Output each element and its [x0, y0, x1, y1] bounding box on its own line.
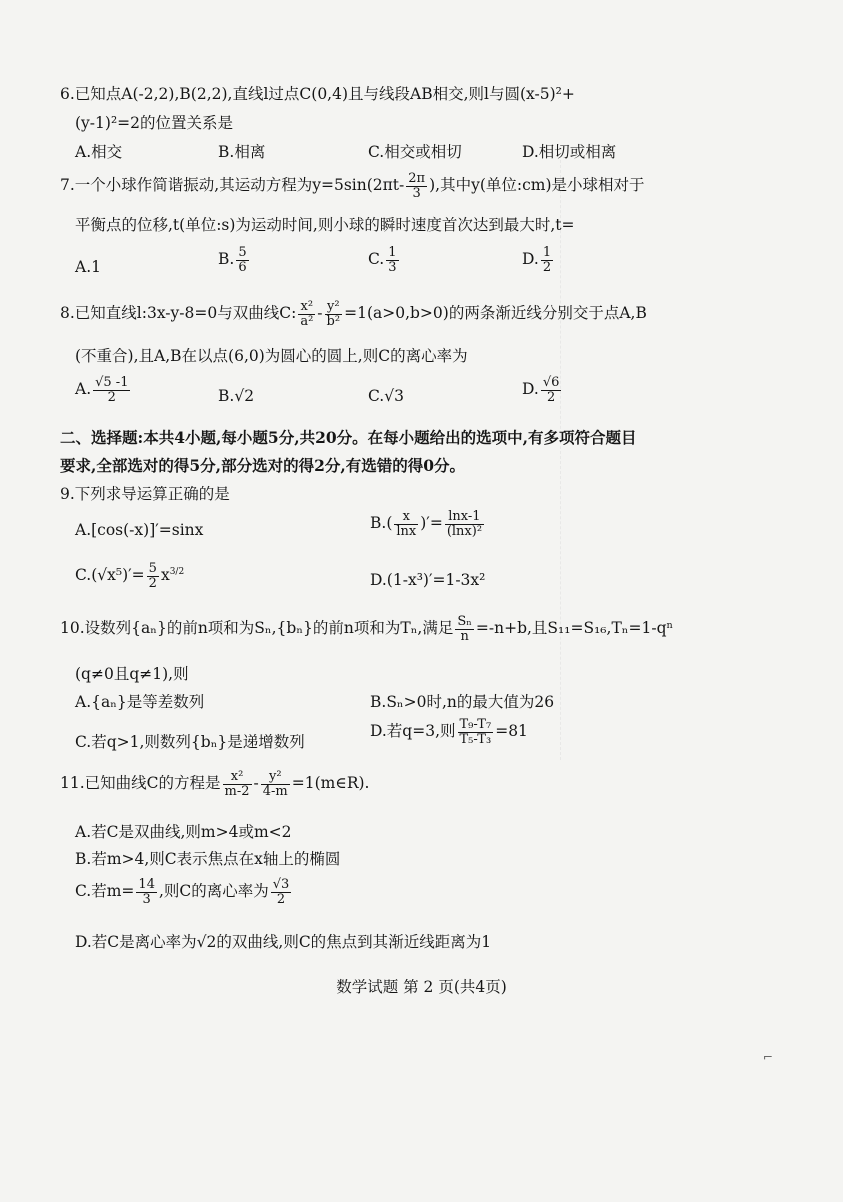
- q7-phase-fraction: $\frac{2\pi}{3}$: [408, 171, 426, 201]
- section2-heading-line1: 二、选择题:本共4小题,每小题5分,共20分。在每小题给出的选项中,有多项符合题目: [60, 428, 637, 447]
- q10-option-d: D.若q=3,则 $\frac{\text{T₉-T₇}}{\text{T₅-T₃}}$ =81: [370, 717, 528, 747]
- q9-option-a: A.[cos(-x)]′=sinx: [75, 521, 204, 539]
- q11-option-d: D.若C是离心率为√2的双曲线,则C的焦点到其渐近线距离为1: [75, 933, 492, 951]
- q9-option-c: C.(√x⁵)′= $\frac{5}{2}$ $x^{3/2}$: [75, 561, 185, 591]
- page-footer: 数学试题 第 2 页(共4页): [336, 978, 507, 996]
- q11-stem: 11.已知曲线C的方程是 $\frac{\text{x²}}{m-2}$ - $\frac{\text{y²}}{4-m}$ =1(m∈R).: [60, 769, 370, 799]
- q7-option-b: B. $\frac{5}{6}$: [218, 245, 247, 275]
- q10-option-c: C.若q>1,则数列{bₙ}是递增数列: [75, 733, 305, 751]
- q11-option-c: C.若m= $\frac{14}{3}$ ,则C的离心率为 $\frac{√3}{2}$: [75, 877, 290, 907]
- q10-stem-line1: 10.设数列{aₙ}的前n项和为Sₙ,{bₙ}的前n项和为Tₙ,满足 $\frac{\text{Sₙ}}{n}$ =-n+b,且S₁₁=S₁₆,Tₙ=1-qⁿ: [60, 614, 674, 644]
- q7-stem-line2: 平衡点的位移,t(单位:s)为运动时间,则小球的瞬时速度首次达到最大时,t=: [75, 216, 575, 234]
- q8-stem-line2: (不重合),且A,B在以点(6,0)为圆心的圆上,则C的离心率为: [75, 347, 468, 365]
- q6-stem-line2: (y-1)²=2的位置关系是: [75, 114, 234, 132]
- section2-heading-line2: 要求,全部选对的得5分,部分选对的得2分,有选错的得0分。: [60, 456, 466, 475]
- q7-option-d: D. $\frac{1}{2}$: [522, 245, 552, 275]
- q7-option-a: A.1: [75, 258, 101, 276]
- bleed-through-lines: [560, 160, 811, 760]
- q8-stem-line1: 8.已知直线l:3x-y-8=0与双曲线C: $\frac{\text{x²}}{\text{a²}}$ - $\frac{\text{y²}}{\text{b²}}$ =1(a>0,b>0)的两条渐近线分别交于点A,B: [60, 299, 647, 329]
- q10-stem-line2: (q≠0且q≠1),则: [75, 665, 189, 683]
- q6-option-d: D.相切或相离: [522, 143, 617, 161]
- q8-option-c: C.√3: [368, 387, 404, 405]
- q6-option-c: C.相交或相切: [368, 143, 462, 161]
- q11-option-a: A.若C是双曲线,则m>4或m<2: [75, 823, 292, 841]
- q9-stem: 9.下列求导运算正确的是: [60, 485, 230, 503]
- q9-option-b: B.( $\frac{x}{\ln x}$ )′= $\frac{\ln x-1}{\text{(lnx)²}}$: [370, 509, 483, 539]
- q7-stem-a: 7.一个小球作简谐振动,其运动方程为y=5sin(2πt-: [60, 176, 405, 195]
- q6-stem-line1: 6.已知点A(-2,2),B(2,2),直线l过点C(0,4)且与线段AB相交,则l与圆(x-5)²+: [60, 85, 575, 103]
- q10-option-b: B.Sₙ>0时,n的最大值为26: [370, 693, 555, 711]
- q8-option-d: D. $\frac{√6}{2}$: [522, 375, 560, 405]
- q8-option-a: A. $\frac{√5 -1}{2}$: [75, 375, 129, 405]
- q7-stem-b: ),其中y(单位:cm)是小球相对于: [429, 176, 645, 195]
- q8-option-b: B.√2: [218, 387, 255, 405]
- corner-mark: ⌐: [762, 1050, 773, 1064]
- q7-stem-line1: [60, 172, 645, 200]
- q11-option-b: B.若m>4,则C表示焦点在x轴上的椭圆: [75, 850, 341, 868]
- q9-option-d: D.(1-x³)′=1-3x²: [370, 571, 486, 589]
- q7-option-c: C. $\frac{1}{3}$: [368, 245, 397, 275]
- q6-option-b: B.相离: [218, 143, 266, 161]
- q10-option-a: A.{aₙ}是等差数列: [75, 693, 205, 711]
- q6-option-a: A.相交: [75, 143, 123, 161]
